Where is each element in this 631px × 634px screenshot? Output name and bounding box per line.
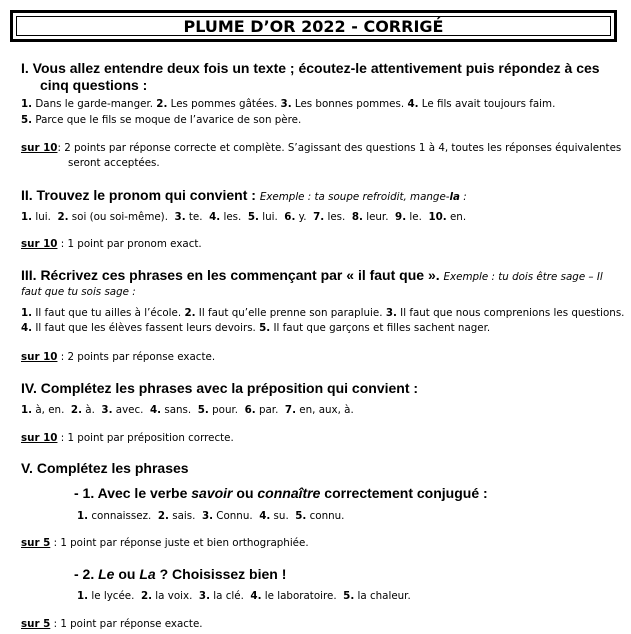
section-5-sub1-score — [21, 537, 309, 549]
answer-number: 2. — [70, 404, 82, 416]
score-label: sur 10 — [21, 351, 58, 363]
answer-text: Dans le garde-manger. — [35, 98, 154, 110]
section-2-heading — [21, 187, 467, 203]
answer-text: Les bonnes pommes. — [294, 98, 405, 110]
answer-number: 1. — [21, 404, 33, 416]
sub-heading-text: - 2. — [74, 566, 99, 582]
answer-text: connaissez. — [91, 510, 152, 522]
answer-number: 3. — [101, 404, 113, 416]
score-text: : 1 point par réponse juste et bien orthographiée. — [53, 537, 309, 549]
answer-text: te. — [188, 211, 203, 223]
score-label: sur 10 — [21, 432, 58, 444]
section-1-heading-cont: cinq questions : — [40, 77, 148, 93]
answer-number: 1. — [77, 510, 89, 522]
section-5-sub2-score — [21, 618, 203, 630]
answer-text: Les pommes gâtées. — [170, 98, 278, 110]
section-5-heading: V. Complétez les phrases — [21, 460, 189, 476]
example: Exemple : tu dois être sage – Il — [443, 271, 603, 283]
answer-number: 6. — [284, 211, 296, 223]
answer-number: 3. — [280, 98, 292, 110]
answer-text: su. — [273, 510, 289, 522]
answer-number: 2. — [184, 307, 196, 319]
answer-text: en. — [449, 211, 467, 223]
answer-number: 1. — [21, 211, 33, 223]
section-1-heading: I. Vous allez entendre deux fois un texte ; écoutez-le attentivement puis répondez à ces — [21, 60, 600, 76]
answer-number: 5. — [343, 590, 355, 602]
answer-number: 1. — [77, 590, 89, 602]
answer-number: 4. — [259, 510, 271, 522]
answer-number: 5. — [197, 404, 209, 416]
answer-text: la clé. — [213, 590, 244, 602]
title-box — [10, 10, 617, 42]
score-label: sur 5 — [21, 537, 51, 549]
answer-text: en, aux, à. — [299, 404, 354, 416]
answer-text: lui. — [262, 211, 278, 223]
example-suffix: : — [460, 191, 467, 203]
answer-text: le. — [409, 211, 422, 223]
answer-text: avec. — [115, 404, 144, 416]
answer-number: 4. — [21, 322, 33, 334]
section-5-sub1-answers — [77, 510, 344, 522]
answer-text: à. — [85, 404, 95, 416]
answer-text: à, en. — [35, 404, 65, 416]
sub-heading-text: correctement conjugué : — [320, 485, 488, 501]
answer-number: 9. — [395, 211, 407, 223]
answer-number: 3. — [198, 590, 210, 602]
answer-text: sans. — [164, 404, 192, 416]
answer-number: 4. — [250, 590, 262, 602]
section-3-example-cont: faut que tu sois sage : — [21, 286, 136, 298]
section-5-sub2-answers — [77, 590, 411, 602]
score-text: : 2 points par réponse exacte. — [60, 351, 216, 363]
answer-text: lui. — [35, 211, 51, 223]
example-bold: la — [449, 191, 460, 203]
answer-number: 5. — [259, 322, 271, 334]
section-1-score — [21, 142, 621, 154]
answer-number: 1. — [21, 307, 33, 319]
answer-text: Il faut que tu ailles à l’école. — [35, 307, 182, 319]
section-4-score — [21, 432, 234, 444]
answer-number: 4. — [150, 404, 162, 416]
score-label: sur 5 — [21, 618, 51, 630]
answer-number: 8. — [351, 211, 363, 223]
answer-number: 6. — [244, 404, 256, 416]
answer-text: soi (ou soi-même). — [71, 211, 168, 223]
answer-text: le laboratoire. — [264, 590, 337, 602]
heading-text: II. Trouvez le pronom qui convient : — [21, 187, 256, 203]
section-3-answers-line-2 — [21, 322, 490, 334]
answer-text: Connu. — [216, 510, 253, 522]
answer-text: par. — [258, 404, 279, 416]
sub-heading-text: - 1. Avec le verbe — [74, 485, 192, 501]
answer-number: 4. — [407, 98, 419, 110]
answer-text: les. — [223, 211, 242, 223]
answer-text: y. — [298, 211, 307, 223]
answer-text: Il faut que garçons et filles sachent nager. — [273, 322, 491, 334]
score-text: : 2 points par réponse correcte et complète. S’agissant des questions 1 à 4, toutes les réponses équivalentes — [57, 142, 622, 154]
section-1-answers-line-1 — [21, 98, 555, 110]
answer-number: 2. — [57, 211, 69, 223]
article-le: Le — [98, 566, 115, 582]
sub-heading-text: ? Choisissez bien ! — [155, 566, 287, 582]
heading-text: III. Récrivez ces phrases en les commençant par « il faut que ». — [21, 267, 440, 283]
section-2-score — [21, 238, 202, 250]
sub-heading-text: ou — [114, 566, 140, 582]
section-1-answers-line-2 — [21, 114, 301, 126]
answer-number: 7. — [284, 404, 296, 416]
article-la: La — [139, 566, 156, 582]
verb-connaitre: connaître — [257, 485, 321, 501]
answer-text: la voix. — [155, 590, 193, 602]
answer-text: la chaleur. — [357, 590, 411, 602]
page-title: PLUME D’OR 2022 - CORRIGÉ — [183, 16, 444, 36]
answer-text: Il faut que les élèves fassent leurs devoirs. — [35, 322, 256, 334]
answer-number: 5. — [21, 114, 33, 126]
section-1-score-cont: seront acceptées. — [68, 157, 160, 169]
section-3-score — [21, 351, 215, 363]
section-4-heading: IV. Complétez les phrases avec la préposition qui convient : — [21, 380, 419, 396]
answer-number: 2. — [157, 510, 169, 522]
score-text: : 1 point par préposition correcte. — [60, 432, 234, 444]
score-text: : 1 point par réponse exacte. — [53, 618, 203, 630]
answer-number: 5. — [247, 211, 259, 223]
answer-number: 5. — [295, 510, 307, 522]
section-3-heading — [21, 267, 603, 283]
score-text: : 1 point par pronom exact. — [60, 238, 202, 250]
answer-number: 2. — [156, 98, 168, 110]
answer-text: les. — [327, 211, 346, 223]
answer-number: 2. — [140, 590, 153, 602]
answer-number: 3. — [201, 510, 214, 522]
answer-text: le lycée. — [91, 590, 135, 602]
answer-number: 3. — [385, 307, 397, 319]
section-3-answers-line-1 — [21, 307, 624, 319]
verb-savoir: savoir — [191, 485, 233, 501]
answer-text: sais. — [172, 510, 196, 522]
answer-text: connu. — [309, 510, 345, 522]
score-label: sur 10 — [21, 238, 58, 250]
title-frame — [16, 16, 611, 36]
section-4-answers — [21, 404, 354, 416]
answer-number: 1. — [21, 98, 33, 110]
score-label: sur 10 — [21, 142, 58, 154]
answer-text: leur. — [366, 211, 389, 223]
answer-text: Le fils avait toujours faim. — [421, 98, 556, 110]
answer-text: Il faut qu’elle prenne son parapluie. — [198, 307, 383, 319]
answer-number: 7. — [313, 211, 325, 223]
answer-text: Parce que le fils se moque de l’avarice de son père. — [35, 114, 302, 126]
sub-heading-text: ou — [232, 485, 258, 501]
answer-text: Il faut que nous comprenions les questions. — [400, 307, 625, 319]
example — [260, 191, 467, 203]
section-5-sub1-heading — [74, 485, 488, 501]
answer-number: 3. — [174, 211, 186, 223]
example-text: Exemple : ta soupe refroidit, mange- — [259, 191, 450, 203]
section-5-sub2-heading — [74, 566, 286, 582]
answer-text: pour. — [212, 404, 239, 416]
answer-number: 4. — [209, 211, 221, 223]
section-2-answers — [21, 211, 466, 223]
answer-number: 10. — [428, 211, 447, 223]
